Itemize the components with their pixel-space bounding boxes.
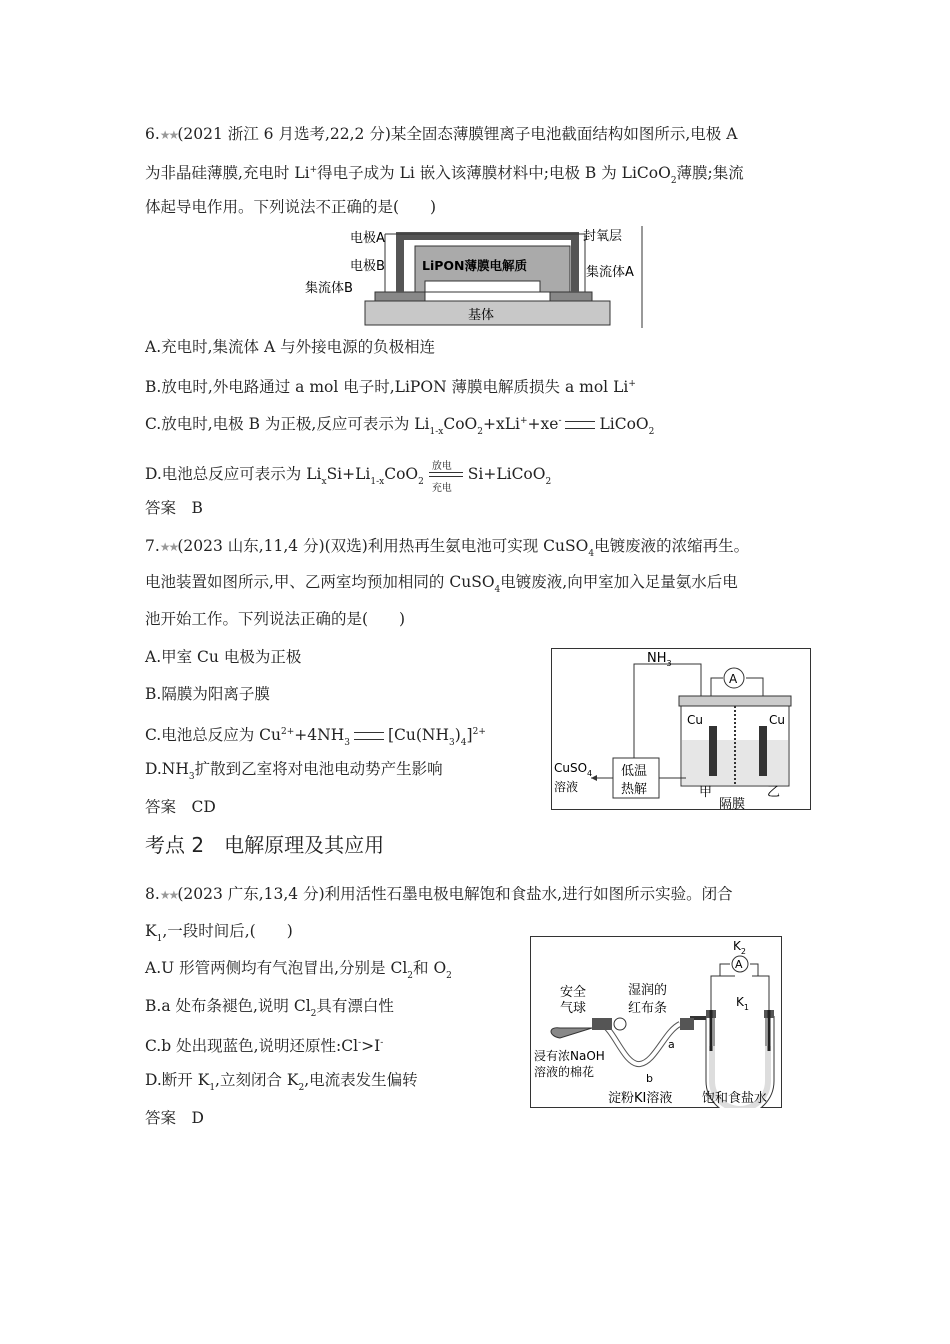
label-red-strip: 红布条 (628, 1001, 668, 1016)
q8-answer: 答案 D (145, 1109, 204, 1127)
label-cotton: 溶液的棉花 (534, 1065, 595, 1079)
section-title: 考点 2 电解原理及其应用 (145, 833, 385, 857)
q6-line1: 6.★★(2021 浙江 6 月选考,22,2 分)某全固态薄膜锂离子电池截面结构如图所示,电极 A (145, 125, 738, 143)
ammeter-icon: A (735, 958, 743, 971)
q8-option-b: B.a 处布条褪色,说明 $Cl_2$具有漂白性 (145, 997, 394, 1019)
q7-line3: 池开始工作。下列说法正确的是( ) (145, 610, 406, 628)
label-jia: 甲 (699, 785, 713, 800)
ammeter-icon: A (729, 672, 738, 686)
q7-answer: 答案 CD (145, 798, 216, 816)
label-b: b (646, 1072, 653, 1085)
label-nh3: $NH_3$ (647, 651, 672, 668)
label-starch-ki: 淀粉KI溶液 (608, 1091, 673, 1106)
label-naoh: 浸有浓NaOH (534, 1049, 605, 1063)
equals-sign-icon (354, 732, 384, 740)
q7-option-d: $D.NH_3$扩散到乙室将对电池电动势产生影响 (145, 760, 443, 782)
equals-sign-icon (565, 421, 595, 429)
q6-option-b: B.放电时,外电路通过 a mol 电子时,LiPON 薄膜电解质损失 a mol Li+ (145, 378, 636, 396)
star-icon: ★★ (159, 540, 178, 554)
q6-option-d: D.电池总反应可表示为 $Li_xSi+Li_{1-x}CoO_2$ 放电 充电 Si+LiCoO$_2$ (145, 461, 552, 494)
q6-option-a: A.充电时,集流体 A 与外接电源的负极相连 (145, 338, 436, 356)
reversible-arrow-icon: 放电 充电 (429, 460, 463, 490)
label-electrode-a: 电极A (350, 231, 385, 246)
label-low-temp: 低温 (621, 764, 648, 779)
label-cu-left: Cu (687, 713, 703, 727)
label-safety: 安全 (560, 985, 587, 1000)
label-cuso4: CuSO$_4$ (554, 761, 593, 778)
star-icon: ★★ (159, 888, 178, 902)
q8-line1: 8.★★(2023 广东,13,4 分)利用活性石墨电极电解饱和食盐水,进行如图所示实验。闭合 (145, 885, 733, 903)
label-membrane: 隔膜 (719, 797, 746, 810)
label-cu-right: Cu (769, 713, 785, 727)
q8-line2: $K_1$,一段时间后,( ) (145, 922, 293, 944)
q6-answer: 答案 B (145, 499, 203, 517)
label-yi: 乙 (767, 785, 781, 800)
q7-option-a: A.甲室 Cu 电极为正极 (145, 648, 302, 666)
label-electrode-b: 电极B (350, 259, 385, 274)
q7-option-b: B.隔膜为阳离子膜 (145, 685, 270, 703)
label-solution: 溶液 (554, 780, 579, 794)
q6-line2: 为非晶硅薄膜,充电时 Li+得电子成为 Li 嵌入该薄膜材料中;电极 B 为 LiCoO$_2$薄膜;集流 (145, 164, 744, 186)
label-k1: $K_1$ (736, 995, 749, 1012)
label-k2: $K_2$ (733, 939, 746, 956)
label-pyrolysis: 热解 (621, 782, 648, 797)
label-seal: 封氧层 (583, 229, 623, 244)
label-a: a (668, 1038, 675, 1051)
q8-electrolysis-figure (530, 936, 782, 1108)
label-electrolyte: LiPON薄膜电解质 (422, 258, 527, 273)
label-substrate: 基体 (468, 308, 495, 323)
q6-line3: 体起导电作用。下列说法不正确的是( ) (145, 198, 437, 216)
label-balloon: 气球 (560, 1001, 587, 1016)
q6-battery-figure (300, 226, 645, 328)
q7-option-c: C.电池总反应为 $Cu^{2+}+4NH_3$ $[Cu(NH_3)_4]^{2+}$ (145, 726, 486, 748)
label-wet: 湿润的 (628, 983, 668, 998)
q8-option-c: C.b 处出现蓝色,说明还原性:Cl->I- (145, 1037, 384, 1055)
q7-ammonia-battery-figure (551, 648, 811, 810)
q6-option-c: C.放电时,电极 B 为正极,反应可表示为 $Li_{1-x}CoO_2+xLi^++xe^-$ LiCoO$_2$ (145, 415, 655, 437)
label-collector-b: 集流体B (305, 281, 353, 296)
q7-line1: 7.★★(2023 山东,11,4 分)(双选)利用热再生氨电池可实现 CuSO$_4$电镀废液的浓缩再生。 (145, 537, 750, 559)
q7-line2: 电池装置如图所示,甲、乙两室均预加相同的 CuSO$_4$电镀废液,向甲室加入足量氨水后电 (145, 573, 738, 595)
q8-option-a: A.U 形管两侧均有气泡冒出,分别是 $Cl_2$和 $O_2$ (145, 959, 452, 981)
star-icon: ★★ (159, 128, 178, 142)
label-collector-a: 集流体A (586, 265, 634, 280)
label-brine: 饱和食盐水 (702, 1091, 768, 1106)
q8-option-d: D.断开 $K_1$,立刻闭合 $K_2$,电流表发生偏转 (145, 1071, 418, 1093)
